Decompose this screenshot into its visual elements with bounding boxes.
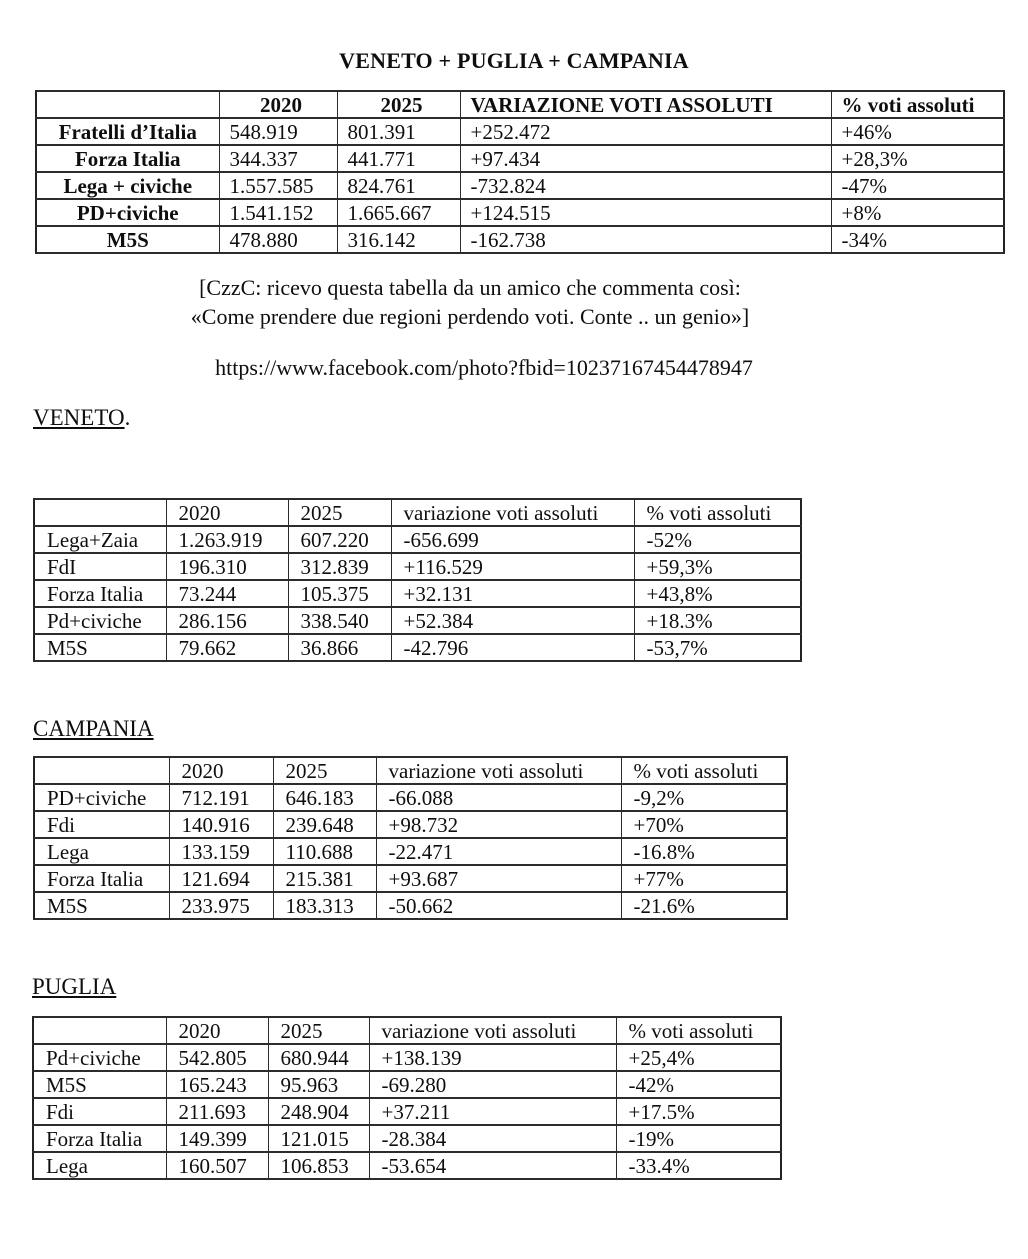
summary-table-head: [36, 91, 1004, 118]
row-label: FdI: [34, 553, 166, 580]
veneto-heading: [33, 403, 1028, 433]
table-row: [33, 1098, 781, 1125]
data-cell: -66.088: [376, 784, 621, 811]
data-cell: -9,2%: [621, 784, 787, 811]
table-row: [34, 838, 787, 865]
row-label: Lega: [34, 838, 169, 865]
campania-heading-text: CAMPANIA: [33, 716, 154, 741]
data-cell: -47%: [831, 172, 1004, 199]
campania-table: [33, 756, 788, 920]
column-header: variazione voti assoluti: [391, 499, 634, 526]
data-cell: +116.529: [391, 553, 634, 580]
summary-table: [35, 90, 1005, 254]
table-row: [34, 892, 787, 919]
data-cell: 110.688: [273, 838, 376, 865]
row-label: Forza Italia: [34, 580, 166, 607]
table-row: [34, 607, 801, 634]
data-cell: +25,4%: [616, 1044, 781, 1071]
puglia-table-head: [33, 1017, 781, 1044]
data-cell: +59,3%: [634, 553, 801, 580]
column-header: 2025: [273, 757, 376, 784]
data-cell: +98.732: [376, 811, 621, 838]
data-cell: +70%: [621, 811, 787, 838]
row-label: M5S: [34, 892, 169, 919]
column-header: % voti assoluti: [831, 91, 1004, 118]
data-cell: -50.662: [376, 892, 621, 919]
table-row: [33, 1152, 781, 1179]
column-header: 2025: [337, 91, 460, 118]
row-label: PD+civiche: [34, 784, 169, 811]
data-cell: 239.648: [273, 811, 376, 838]
column-header: 2020: [219, 91, 337, 118]
veneto-table-body: [34, 526, 801, 661]
column-header: 2020: [166, 1017, 268, 1044]
puglia-heading: [32, 972, 1028, 1002]
data-cell: 95.963: [268, 1071, 369, 1098]
data-cell: +37.211: [369, 1098, 616, 1125]
veneto-heading-period: .: [124, 405, 131, 430]
data-cell: 121.015: [268, 1125, 369, 1152]
data-cell: -53,7%: [634, 634, 801, 661]
data-cell: -19%: [616, 1125, 781, 1152]
data-cell: -162.738: [460, 226, 831, 253]
table-row: [34, 580, 801, 607]
campania-heading: [33, 714, 1028, 744]
data-cell: +18.3%: [634, 607, 801, 634]
section-veneto: [33, 403, 1028, 662]
data-cell: 160.507: [166, 1152, 268, 1179]
data-cell: 548.919: [219, 118, 337, 145]
data-cell: 680.944: [268, 1044, 369, 1071]
data-cell: 646.183: [273, 784, 376, 811]
column-header: VARIAZIONE VOTI ASSOLUTI: [460, 91, 831, 118]
column-header: [36, 91, 219, 118]
table-row: [33, 1071, 781, 1098]
veneto-table: [33, 498, 802, 662]
data-cell: +77%: [621, 865, 787, 892]
campania-table-head: [34, 757, 787, 784]
column-header: 2025: [268, 1017, 369, 1044]
header-row: [36, 91, 1004, 118]
data-cell: +252.472: [460, 118, 831, 145]
data-cell: -732.824: [460, 172, 831, 199]
data-cell: 248.904: [268, 1098, 369, 1125]
data-cell: 1.557.585: [219, 172, 337, 199]
page-title: VENETO + PUGLIA + CAMPANIA: [339, 48, 689, 73]
puglia-table: [32, 1016, 782, 1180]
row-label: Fdi: [34, 811, 169, 838]
data-cell: 338.540: [288, 607, 391, 634]
data-cell: +46%: [831, 118, 1004, 145]
data-cell: 824.761: [337, 172, 460, 199]
column-header: [34, 499, 166, 526]
data-cell: +124.515: [460, 199, 831, 226]
header-row: [34, 757, 787, 784]
row-label: Forza Italia: [36, 145, 219, 172]
section-campania: [33, 714, 1028, 920]
row-label: Lega+Zaia: [34, 526, 166, 553]
facebook-photo-link[interactable]: https://www.facebook.com/photo?fbid=10237167454478947: [215, 355, 753, 380]
header-row: [33, 1017, 781, 1044]
row-label: M5S: [36, 226, 219, 253]
row-label: PD+civiche: [36, 199, 219, 226]
data-cell: -69.280: [369, 1071, 616, 1098]
section-puglia: [32, 972, 1028, 1180]
data-cell: -16.8%: [621, 838, 787, 865]
comment-line-1: [CzzC: ricevo questa tabella da un amico che commenta così:: [199, 275, 741, 300]
row-label: Fratelli d’Italia: [36, 118, 219, 145]
data-cell: 149.399: [166, 1125, 268, 1152]
row-label: Lega + civiche: [36, 172, 219, 199]
column-header: % voti assoluti: [616, 1017, 781, 1044]
row-label: Forza Italia: [34, 865, 169, 892]
row-label: Forza Italia: [33, 1125, 166, 1152]
data-cell: 165.243: [166, 1071, 268, 1098]
data-cell: 183.313: [273, 892, 376, 919]
data-cell: -34%: [831, 226, 1004, 253]
column-header: 2025: [288, 499, 391, 526]
data-cell: 801.391: [337, 118, 460, 145]
data-cell: 140.916: [169, 811, 273, 838]
data-cell: -22.471: [376, 838, 621, 865]
data-cell: 712.191: [169, 784, 273, 811]
table-row: [34, 784, 787, 811]
table-row: [34, 811, 787, 838]
data-cell: +52.384: [391, 607, 634, 634]
data-cell: -52%: [634, 526, 801, 553]
data-cell: -42.796: [391, 634, 634, 661]
data-cell: -33.4%: [616, 1152, 781, 1179]
table-row: [36, 145, 1004, 172]
veneto-table-head: [34, 499, 801, 526]
row-label: Fdi: [33, 1098, 166, 1125]
puglia-table-body: [33, 1044, 781, 1179]
row-label: Lega: [33, 1152, 166, 1179]
column-header: 2020: [169, 757, 273, 784]
table-row: [36, 118, 1004, 145]
data-cell: 286.156: [166, 607, 288, 634]
data-cell: +93.687: [376, 865, 621, 892]
header-row: [34, 499, 801, 526]
data-cell: +43,8%: [634, 580, 801, 607]
data-cell: 1.263.919: [166, 526, 288, 553]
data-cell: 1.541.152: [219, 199, 337, 226]
data-cell: 233.975: [169, 892, 273, 919]
row-label: Pd+civiche: [34, 607, 166, 634]
row-label: M5S: [34, 634, 166, 661]
comment-line-2: «Come prendere due regioni perdendo voti. Conte .. un genio»]: [190, 304, 750, 329]
column-header: % voti assoluti: [634, 499, 801, 526]
data-cell: 215.381: [273, 865, 376, 892]
data-cell: -42%: [616, 1071, 781, 1098]
column-header: % voti assoluti: [621, 757, 787, 784]
data-cell: 344.337: [219, 145, 337, 172]
data-cell: -656.699: [391, 526, 634, 553]
veneto-heading-text: VENETO: [33, 405, 125, 430]
data-cell: 105.375: [288, 580, 391, 607]
column-header: [34, 757, 169, 784]
table-row: [34, 526, 801, 553]
data-cell: 211.693: [166, 1098, 268, 1125]
data-cell: +97.434: [460, 145, 831, 172]
column-header: variazione voti assoluti: [369, 1017, 616, 1044]
data-cell: -21.6%: [621, 892, 787, 919]
column-header: [33, 1017, 166, 1044]
data-cell: -28.384: [369, 1125, 616, 1152]
summary-table-body: [36, 118, 1004, 253]
table-row: [33, 1044, 781, 1071]
data-cell: 542.805: [166, 1044, 268, 1071]
data-cell: 312.839: [288, 553, 391, 580]
campania-table-body: [34, 784, 787, 919]
comment-block: [0, 273, 940, 331]
data-cell: 133.159: [169, 838, 273, 865]
data-cell: 607.220: [288, 526, 391, 553]
table-row: [34, 865, 787, 892]
data-cell: 36.866: [288, 634, 391, 661]
data-cell: 1.665.667: [337, 199, 460, 226]
table-row: [34, 634, 801, 661]
data-cell: 106.853: [268, 1152, 369, 1179]
row-label: M5S: [33, 1071, 166, 1098]
data-cell: 73.244: [166, 580, 288, 607]
table-row: [33, 1125, 781, 1152]
data-cell: 196.310: [166, 553, 288, 580]
table-row: [36, 199, 1004, 226]
puglia-heading-text: PUGLIA: [32, 974, 117, 999]
data-cell: +32.131: [391, 580, 634, 607]
data-cell: 121.694: [169, 865, 273, 892]
data-cell: 79.662: [166, 634, 288, 661]
data-cell: +28,3%: [831, 145, 1004, 172]
column-header: variazione voti assoluti: [376, 757, 621, 784]
table-row: [36, 172, 1004, 199]
table-row: [34, 553, 801, 580]
table-row: [36, 226, 1004, 253]
data-cell: +17.5%: [616, 1098, 781, 1125]
data-cell: 441.771: [337, 145, 460, 172]
column-header: 2020: [166, 499, 288, 526]
data-cell: 478.880: [219, 226, 337, 253]
data-cell: +8%: [831, 199, 1004, 226]
data-cell: -53.654: [369, 1152, 616, 1179]
data-cell: 316.142: [337, 226, 460, 253]
data-cell: +138.139: [369, 1044, 616, 1071]
row-label: Pd+civiche: [33, 1044, 166, 1071]
